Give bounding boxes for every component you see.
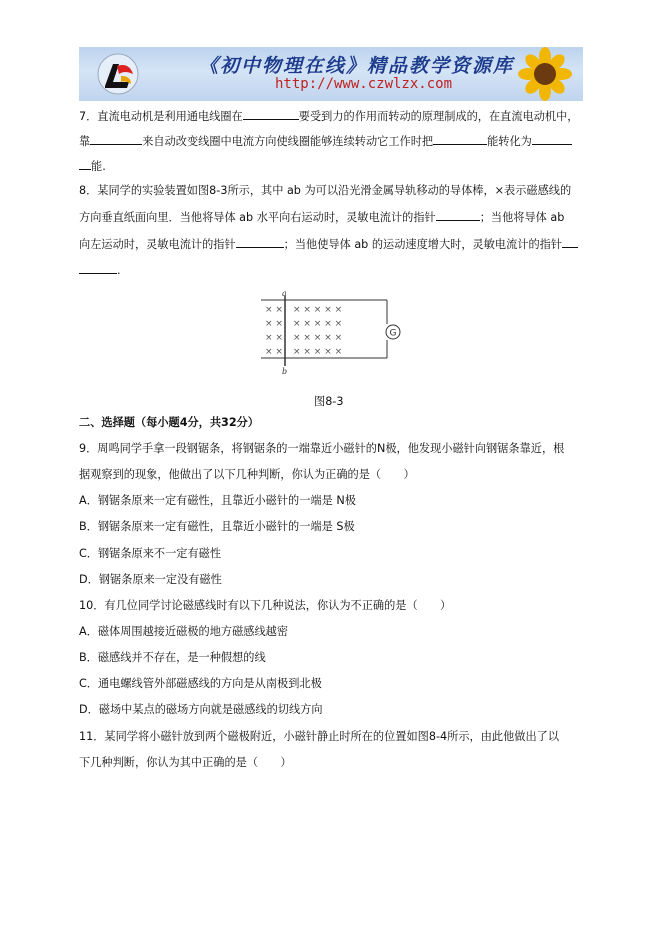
q7-blank-1 — [243, 108, 299, 120]
q10-option-d: D．磁场中某点的磁场方向就是磁感线的切线方向 — [79, 703, 323, 716]
q7-text-b: 要受到力的作用而转动的原理制成的，在直流电动机中， — [298, 110, 579, 123]
q8-line1: 8．某同学的实验装置如图8-3所示，其中 ab 为可以沿光滑金属导轨移动的导体棒，×表示磁感线的 — [79, 184, 572, 197]
q7-blank-2 — [90, 133, 142, 145]
svg-text:× ×: × × — [265, 333, 283, 343]
section-heading: 二、选择题（每小题4分，共32分） — [79, 416, 259, 429]
q7-line1 — [79, 108, 578, 124]
q8-text-d: ；当他使导体 ab 的运动速度增大时，灵敏电流计的指针 — [283, 238, 563, 251]
q9-option-a: A．钢锯条原来一定有磁性，且靠近小磁针的一端是 N极 — [79, 494, 356, 507]
svg-text:× ×: × × — [265, 319, 283, 329]
q11-line1: 11．某同学将小磁针放到两个磁极附近，小磁针静止时所在的位置如图8-4所示，由此他做出了以 — [79, 730, 560, 743]
logo-icon — [95, 52, 141, 96]
q9-option-c: C．钢锯条原来不一定有磁性 — [79, 547, 222, 560]
q9-option-b: B．钢锯条原来一定有磁性，且靠近小磁针的一端是 S极 — [79, 520, 355, 533]
q8-blank-3 — [562, 236, 578, 248]
q8-text-c: 向左运动时，灵敏电流计的指针 — [79, 238, 236, 251]
q8-text-e: . — [117, 264, 121, 277]
q10-line1: 10．有几位同学讨论磁感线时有以下几种说法，你认为不正确的是（ ） — [79, 599, 452, 612]
q7-text-d: 来自动改变线圈中电流方向使线圈能够连续转动它工作时把 — [142, 135, 434, 148]
q8-text-b: ；当他将导体 ab — [479, 211, 565, 224]
sunflower-icon — [515, 47, 575, 101]
svg-text:× ×: × × — [265, 305, 283, 315]
q7-text-c: 靠 — [79, 135, 91, 148]
q7-blank-3 — [433, 133, 487, 145]
svg-text:× × × × ×: × × × × × — [293, 305, 343, 315]
q11-line2: 下几种判断，你认为其中正确的是（ ） — [79, 756, 292, 769]
galvanometer-label: G — [389, 328, 397, 339]
q7-blank-4 — [532, 133, 572, 145]
q10-option-a: A．磁体周围越接近磁极的地方磁感线越密 — [79, 625, 289, 638]
q8-blank-2 — [236, 236, 284, 248]
figure-8-3 — [259, 290, 407, 376]
q7-text-e: 能转化为 — [487, 135, 532, 148]
q9-line2: 据观察到的现象，他做出了以下几种判断，你认为正确的是（ ） — [79, 468, 415, 481]
q8-blank-1 — [436, 209, 480, 221]
header-banner — [79, 47, 583, 101]
q8-line3 — [79, 236, 578, 252]
q8-line2 — [79, 209, 564, 225]
svg-text:× × × × ×: × × × × × — [293, 347, 343, 357]
q9-option-d: D．钢锯条原来一定没有磁性 — [79, 573, 222, 586]
q8-blank-4 — [79, 262, 117, 274]
galvanometer-icon — [386, 325, 400, 339]
svg-text:× × × × ×: × × × × × — [293, 333, 343, 343]
figure-caption: 图8-3 — [314, 395, 344, 408]
q7-blank-5 — [79, 158, 91, 170]
q9-line1: 9．周鸣同学手拿一段钢锯条，将钢锯条的一端靠近小磁针的N极，他发现小磁针向钢锯条靠近，根 — [79, 442, 565, 455]
banner-url: http://www.czwlzx.com — [275, 76, 453, 92]
q10-option-b: B．磁感线并不存在，是一种假想的线 — [79, 651, 266, 664]
q7-text-f: 能. — [91, 160, 106, 173]
svg-text:× ×: × × — [265, 347, 283, 357]
banner-title: 《初中物理在线》精品教学资源库 — [199, 55, 515, 77]
q10-option-c: C．通电螺线管外部磁感线的方向是从南极到北极 — [79, 677, 322, 690]
magnetic-field-crosses — [265, 305, 342, 357]
q8-text-a: 方向垂直纸面向里．当他将导体 ab 水平向右运动时，灵敏电流计的指针 — [79, 211, 436, 224]
q7-text-a: 7．直流电动机是利用通电线圈在 — [79, 110, 243, 123]
q7-line2 — [79, 133, 572, 149]
svg-text:× × × × ×: × × × × × — [293, 319, 343, 329]
q7-line3 — [79, 158, 106, 174]
label-b: b — [282, 367, 288, 376]
label-a: a — [282, 290, 287, 298]
q8-line4 — [79, 262, 121, 278]
